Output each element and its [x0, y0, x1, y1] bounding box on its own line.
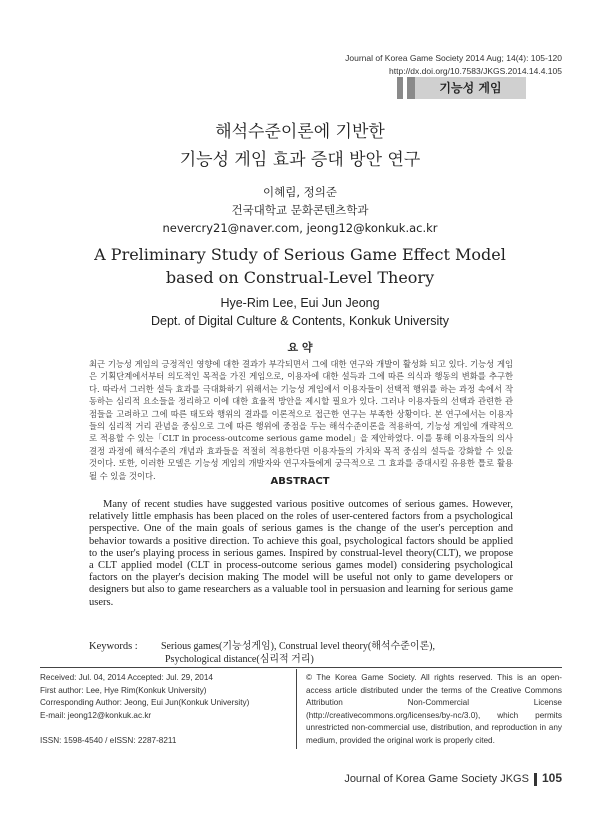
- korean-author-names: 이혜림, 정의준: [263, 185, 337, 199]
- author-emails: nevercry21@naver.com, jeong12@konkuk.ac.kr: [162, 221, 438, 235]
- received-accepted-dates: Received: Jul. 04, 2014 Accepted: Jul. 29, 2014: [40, 673, 213, 682]
- korean-title-line2: 기능성 게임 효과 증대 방안 연구: [179, 150, 421, 170]
- page-footer: [344, 771, 562, 786]
- english-authors: [0, 294, 600, 330]
- english-affiliation: Dept. of Digital Culture & Contents, Konkuk University: [150, 314, 450, 328]
- first-author: First author: Lee, Hye Rim(Konkuk University): [40, 685, 207, 695]
- article-history: [40, 672, 288, 748]
- korean-title-line1: 해석수준이론에 기반한: [215, 122, 385, 142]
- category-label: 기능성 게임: [415, 77, 526, 99]
- journal-info: [232, 52, 562, 78]
- footer-separator: [534, 773, 537, 786]
- footnote-column-divider: [296, 669, 297, 749]
- english-title-line2: based on Construal-Level Theory: [165, 268, 435, 287]
- english-author-names: Hye-Rim Lee, Eui Jun Jeong: [220, 296, 380, 310]
- keywords-line1: Serious games(기능성게임), Construal level theory(해석수준이론),: [161, 641, 435, 652]
- footnote-divider: [40, 667, 562, 668]
- english-abstract-heading: ABSTRACT: [270, 476, 330, 487]
- license-notice: © The Korea Game Society. All rights reserved. This is an open-access article distributed under the terms of the Creative Commons Attribution Non-Commercial License (http://creativecommons.org/licenses/by-nc/3.0), which permits unrestricted non-commercial use, distribution, and reproduction in any medium, provided the original work is properly cited.: [306, 673, 562, 745]
- english-title-line1: A Preliminary Study of Serious Game Effect Model: [94, 245, 506, 264]
- english-abstract-body: Many of recent studies have suggested various positive outcomes of serious games. However, relatively little emphasis has been placed on the roles of user-centered factors from a psychological perspective. One of the main goals of serious games is the change of the user's perception and behavior towards a positive direction. To achieve this goal, psychological factors should be applied to the user's playing process in serious games. Inspired by construal-level theory(CLT), we propose a CLT applied model (CLT in process-outcome serious games model) considering psychological factors on the player's decision making The model will be useful not only to game developers or designers but also to game researchers as a valuable tool in persuasion and learning for serious game users.: [89, 499, 513, 608]
- korean-abstract-heading: 요 약: [287, 341, 313, 354]
- spacer-line: [40, 722, 288, 735]
- keywords-line2: Psychological distance(심리적 거리): [165, 654, 314, 665]
- corresponding-author: Corresponding Author: Jeong, Eui Jun(Konkuk University): [40, 698, 250, 708]
- doi-link[interactable]: http://dx.doi.org/10.7583/JKGS.2014.14.4.105: [389, 66, 562, 76]
- english-title: [0, 243, 600, 289]
- category-accent-gap: [403, 77, 407, 99]
- journal-citation: Journal of Korea Game Society 2014 Aug; 14(4): 105-120: [345, 53, 562, 63]
- keywords-label: Keywords :: [89, 641, 138, 652]
- corresponding-email: E-mail: jeong12@konkuk.ac.kr: [40, 710, 152, 720]
- page-number: 105: [541, 771, 562, 785]
- korean-title: [0, 118, 600, 174]
- issn: ISSN: 1598-4540 / eISSN: 2287-8211: [40, 735, 177, 745]
- korean-affiliation: 건국대학교 문화콘텐츠학과: [231, 203, 369, 217]
- footer-journal-name: Journal of Korea Game Society JKGS: [344, 773, 529, 785]
- korean-authors: [0, 183, 600, 237]
- korean-abstract-body: 최근 기능성 게임의 긍정적인 영향에 대한 결과가 부각되면서 그에 대한 연구와 개발이 활성화 되고 있다. 기능성 게임은 기획단계에서부터 의도적인 목적을 가진 게임으로, 이용자에 대한 설득과 그에 따른 의식과 행동의 변화를 추구한다. 따라서 그러한 설득 효과를 극대화하기 위해서는 기능성 게임에서 이용자들이 선택적 행위를 하는 과정 속에서 작동하는 심리적 요소들을 정리하고 이에 대한 효율적 방안을 제시할 필요가 있다. 그러나 이용자들의 선택과 관련한 관점들을 고려하고 그에 따른 태도와 행위의 결과를 이론적으로 접근한 연구는 부족한 상황이다. 본 연구에서는 이용자들의 심리적 거리 관념을 중심으로 그에 따른 행위에 중점을 두는 해석수준이론을 적용하여, 기능성 게임에 개략적으로 적용할 수 있는「CLT in process-outcome serious game model」을 제안하였다. 이를 통해 이용자들의 의사결정 과정에 해석수준의 개념과 효과들을 적절히 적용한다면 이용자들의 가치와 목적 중심의 설득을 강화할 수 있을 것이다. 또한, 이러한 모델은 기능성 게임의 개발자와 연구자들에게 궁극적으로 그 효과를 증대시킬 유용한 틀로 활용될 수 있을 것이다.: [89, 359, 513, 481]
- keywords: [89, 640, 513, 666]
